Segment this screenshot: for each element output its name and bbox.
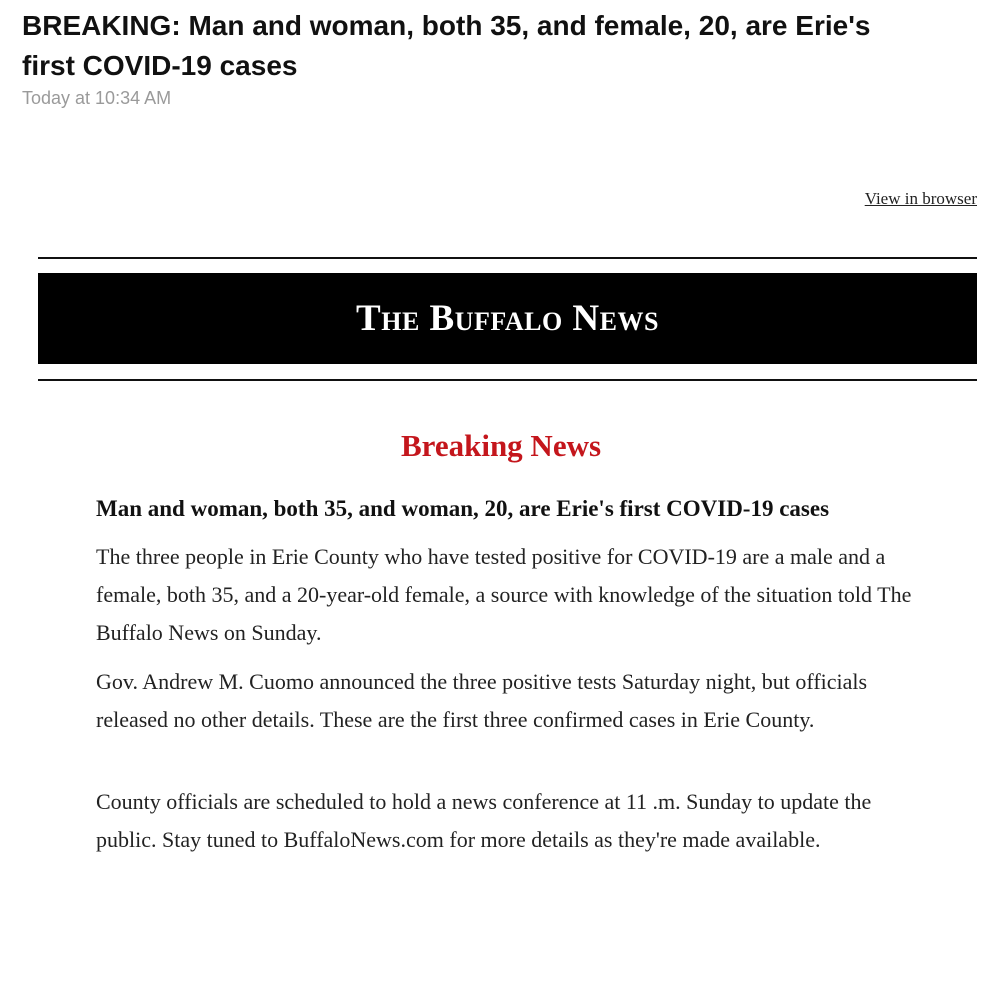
- article-body: [96, 428, 926, 870]
- view-in-browser-link[interactable]: View in browser: [864, 189, 977, 208]
- masthead-top-rule: [38, 257, 977, 259]
- email-timestamp: Today at 10:34 AM: [22, 88, 172, 108]
- article-paragraph-1: The three people in Erie County who have tested positive for COVID-19 are a male and a female, both 35, and a 20-year-old female, a source with knowledge of the situation told The Buffalo News on Sunday.: [96, 544, 912, 645]
- masthead-bottom-rule: [38, 379, 977, 381]
- email-subject: BREAKING: Man and woman, both 35, and female, 20, are Erie's first COVID-19 cases: [22, 10, 871, 81]
- masthead-banner[interactable]: [38, 273, 977, 364]
- article-paragraph-2: Gov. Andrew M. Cuomo announced the three positive tests Saturday night, but officials released no other details. These are the first three confirmed cases in Erie County.: [96, 669, 868, 732]
- buffalo-news-logo: The Buffalo News: [356, 298, 659, 339]
- breaking-news-kicker: Breaking News: [400, 428, 602, 463]
- article-headline[interactable]: Man and woman, both 35, and woman, 20, are Erie's first COVID-19 cases: [96, 496, 830, 521]
- article-paragraph-3: County officials are scheduled to hold a news conference at 11 .m. Sunday to update the public. Stay tuned to BuffaloNews.com for more details as they're made available.: [96, 789, 872, 852]
- email-header: [22, 6, 972, 109]
